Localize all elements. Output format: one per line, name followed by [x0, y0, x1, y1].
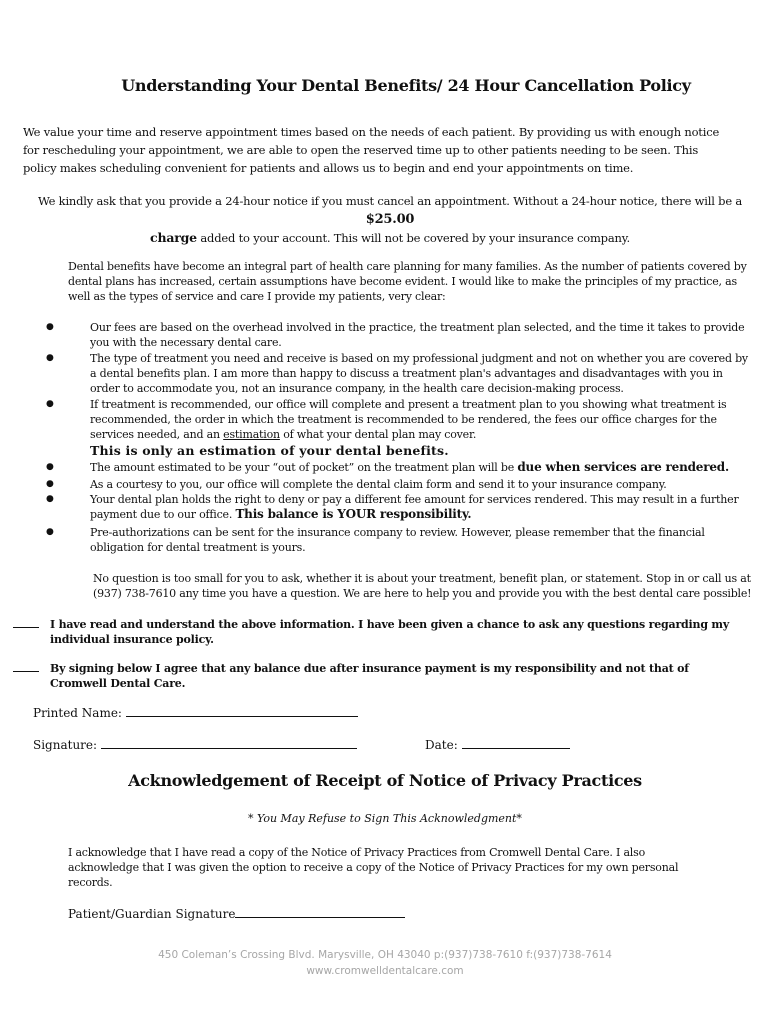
estimation-note: This is only an estimation of your dental benefits.: [90, 443, 449, 458]
signature-label: Signature:: [33, 738, 98, 752]
date-field[interactable]: [462, 738, 570, 749]
notice-rest: added to your account. This will not be covered by your insurance company.: [200, 231, 630, 245]
date-row: [425, 738, 570, 752]
printed-name-field[interactable]: [126, 706, 358, 717]
footer-website[interactable]: www.cromwelldentalcare.com: [306, 965, 464, 977]
signature-field[interactable]: [101, 738, 357, 749]
ack-statement-1: I have read and understand the above information. I have been given a chance to ask any questions regarding my individual insurance policy.: [50, 618, 730, 646]
bullet-3-underline: estimation: [223, 428, 280, 441]
bullet-4-text: The amount estimated to be your “out of pocket” on the treatment plan will be: [90, 461, 515, 474]
notice-fee: $25.00: [365, 212, 415, 227]
bullet-6-text: Your dental plan holds the right to deny or pay a different fee amount for services rendered. This may result in a further payment due to our office.: [90, 493, 739, 521]
bullet-3: [90, 397, 750, 442]
questions-paragraph: No question is too small for you to ask, whether it is about your treatment, benefit plan, or statement. Stop in or call us at (937) 738-7610 any time you have a question. We are here to help you and provide you with the best dental care possible!: [93, 572, 752, 600]
bullet-7: Pre-authorizations can be sent for the insurance company to review. However, please remember that the financial obligation for dental treatment is yours.: [90, 526, 705, 554]
refuse-note: * You May Refuse to Sign This Acknowledgment*: [248, 812, 522, 825]
guardian-signature-field[interactable]: [235, 907, 405, 918]
page-title: Understanding Your Dental Benefits/ 24 Hour Cancellation Policy: [121, 76, 691, 95]
bullet-2: The type of treatment you need and receive is based on my professional judgment and not on whether you are covered by a dental benefits plan. I am more than happy to discuss a treatment plan's advantages and disadvantages with you in order to accommodate you, not an insurance company, in the health care decision-making process.: [90, 352, 748, 395]
privacy-title: Acknowledgement of Receipt of Notice of Privacy Practices: [128, 771, 642, 790]
bullet-6-bold: This balance is YOUR responsibility.: [235, 507, 472, 521]
notice-text: We kindly ask that you provide a 24-hour notice if you must cancel an appointment. Without a 24-hour notice, there will be a: [37, 194, 743, 208]
intro-paragraph: We value your time and reserve appointment times based on the needs of each patient. By providing us with enough notice for rescheduling your appointment, we are able to open the reserved time up to other patients needing to be seen. This policy makes scheduling convenient for patients and allows us to begin and end your appointments on time.: [23, 125, 720, 175]
bullet-dot: ●: [46, 322, 54, 332]
cancellation-notice: [28, 192, 752, 247]
bullet-6: [90, 492, 750, 522]
date-label: Date:: [425, 738, 458, 752]
benefits-intro: Dental benefits have become an integral part of health care planning for many families. As the number of patients covered by dental plans has increased, certain assumptions have become evident. I would like to make the principles of my practice, as well as the types of service and care I provide my patients, very clear:: [68, 260, 747, 303]
bullet-dot: ●: [46, 494, 54, 504]
bullet-dot: ●: [46, 353, 54, 363]
bullet-4-bold: due when services are rendered.: [517, 460, 729, 474]
bullet-3-text-end: of what your dental plan may cover.: [283, 428, 477, 441]
initials-blank-1[interactable]: [13, 626, 39, 628]
initials-blank-2[interactable]: [13, 670, 39, 672]
bullet-4: [90, 460, 750, 475]
guardian-signature-row: [68, 907, 405, 921]
bullet-dot: ●: [46, 527, 54, 537]
bullet-dot: ●: [46, 399, 54, 409]
bullet-3-text: If treatment is recommended, our office will complete and present a treatment plan to you showing what treatment is recommended, the order in which the treatment is recommended to be rendered, the fees our office charges for the services needed, and an: [90, 398, 727, 441]
bullet-dot: ●: [46, 462, 54, 472]
ack-statement-2: By signing below I agree that any balance due after insurance payment is my responsibility and not that of Cromwell Dental Care.: [50, 662, 689, 690]
printed-name-row: [33, 706, 358, 720]
bullet-1: Our fees are based on the overhead involved in the practice, the treatment plan selected, and the time it takes to provide you with the necessary dental care.: [90, 321, 745, 349]
privacy-body: I acknowledge that I have read a copy of the Notice of Privacy Practices from Cromwell Dental Care. I also acknowledge that I was given the option to receive a copy of the Notice of Privacy Practices for my own personal records.: [68, 846, 679, 889]
signature-row: [33, 738, 357, 752]
notice-charge: charge: [150, 230, 197, 245]
printed-name-label: Printed Name:: [33, 706, 122, 720]
bullet-dot: ●: [46, 479, 54, 489]
bullet-5: As a courtesy to you, our office will complete the dental claim form and send it to your insurance company.: [90, 478, 667, 491]
guardian-signature-label: Patient/Guardian Signature: [68, 907, 236, 921]
footer-address: 450 Coleman’s Crossing Blvd. Marysville, OH 43040 p:(937)738-7610 f:(937)738-7614: [158, 949, 612, 961]
